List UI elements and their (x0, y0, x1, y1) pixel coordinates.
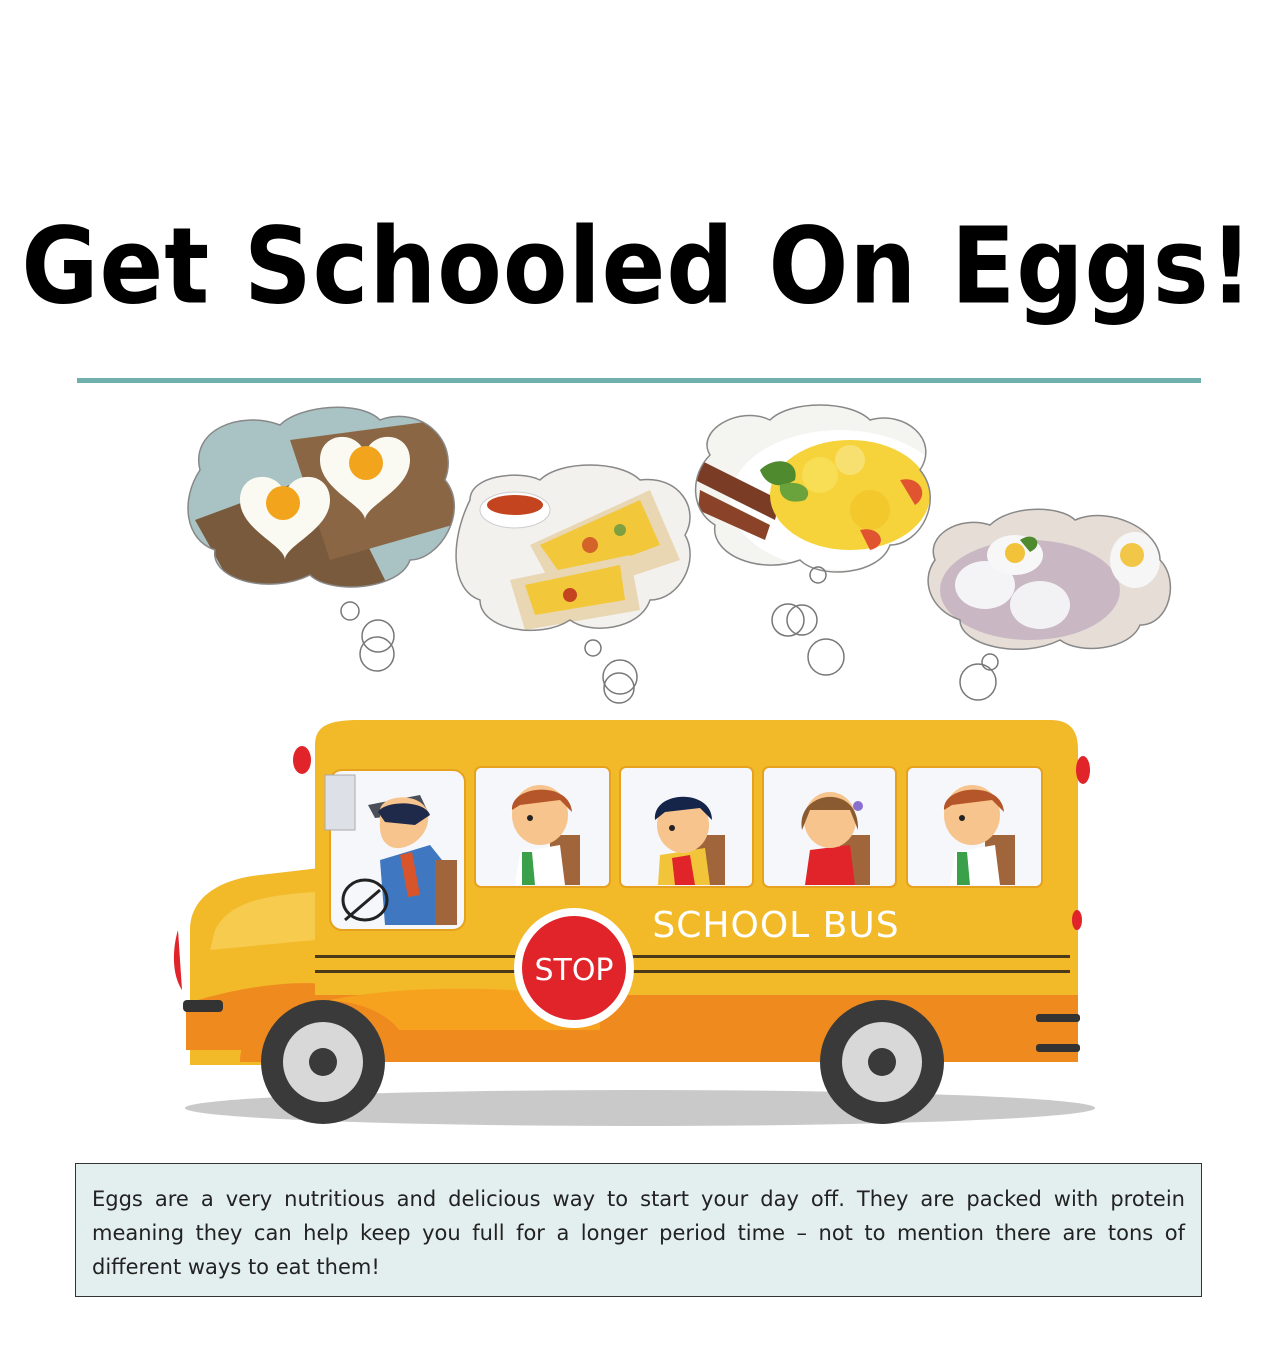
stop-sign-text: STOP (534, 953, 614, 988)
info-text: Eggs are a very nutritious and delicious way to start your day off. They are packed with protein meaning they can help keep you full for a longer period time – not to mention there are tons of different ways to eat them! (92, 1187, 1185, 1279)
thought-bubble-boiled (915, 500, 1175, 700)
bus-label: SCHOOL BUS (652, 905, 900, 946)
front-wheel (261, 1000, 385, 1124)
stop-sign (514, 908, 634, 1028)
rear-wheel (820, 1000, 944, 1124)
thought-bubble-burrito (450, 460, 700, 703)
info-box (75, 1163, 1202, 1297)
passenger-window-4 (907, 767, 1042, 887)
thought-bubble-toast (180, 400, 470, 671)
school-bus (174, 720, 1095, 1126)
passenger-window-3 (763, 767, 896, 887)
passenger-window-2 (620, 767, 753, 887)
page-title: Get Schooled On Eggs! (21, 206, 1254, 329)
thought-bubble-scrambled (690, 400, 950, 675)
passenger-window-1 (475, 767, 610, 887)
